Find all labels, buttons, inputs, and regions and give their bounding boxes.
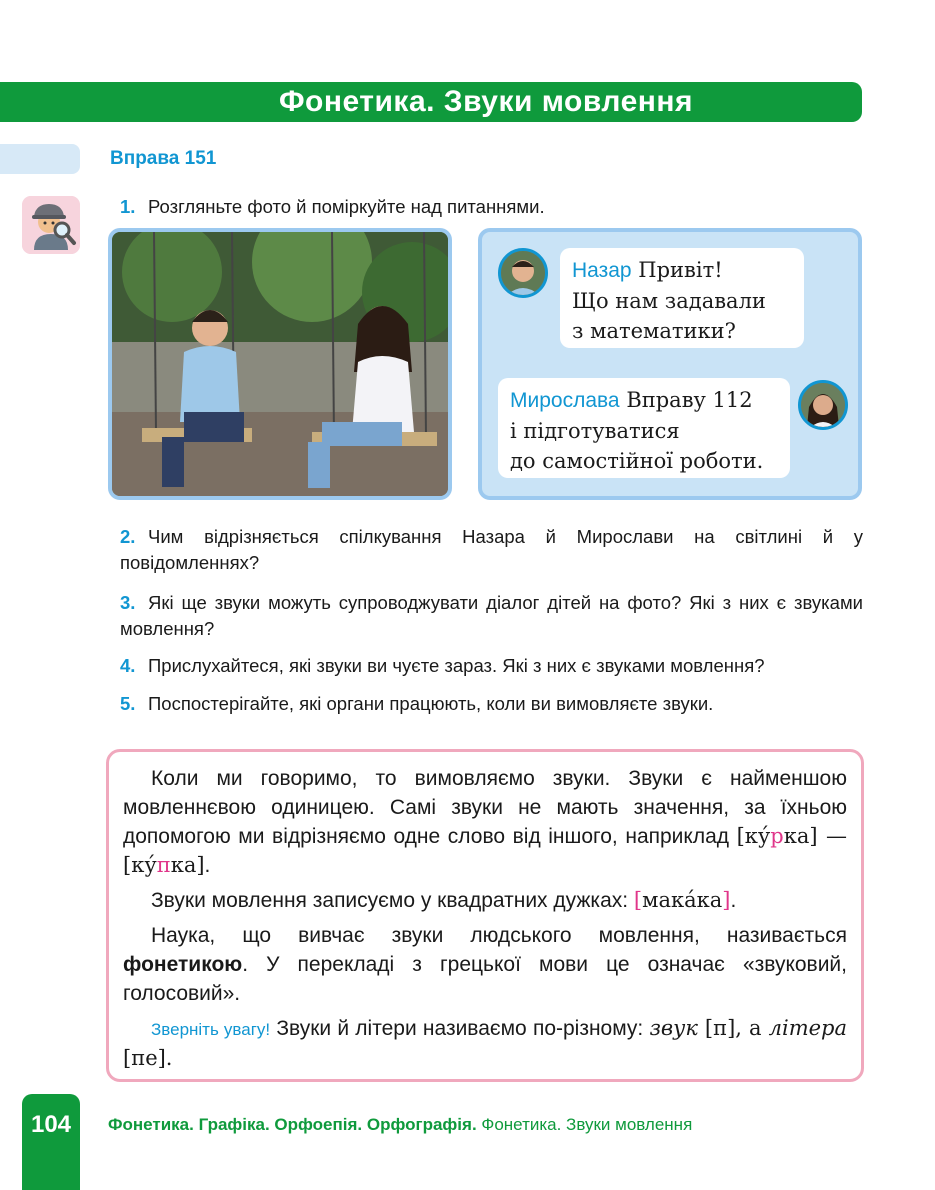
sender-name: Мирослава <box>510 389 620 412</box>
rule-paragraph-4: Зверніть увагу! Звуки й літери називаємо по-різному: звук [п], а літера [пе]. <box>123 1016 848 1070</box>
task-3: 3. Які ще звуки можуть супроводжувати діалог дітей на фото? Які з них є звуками мовлення? <box>120 592 863 639</box>
footer <box>108 1115 692 1135</box>
message-nazar <box>560 248 804 348</box>
rule-paragraph-1: Коли ми говоримо, то вимовляємо звуки. Звуки є найменшою мовленнєвою одиницею. Самі звуки не мають значення, за їхньою допомогою ми відрізняємо одне слово від іншого, наприклад [ку́рка] — [ку́пка]. <box>123 767 847 877</box>
task-2: 2. Чим відрізняється спілкування Назара й Мирослави на світлині й у повідомленнях? <box>120 526 863 573</box>
nazar-avatar <box>498 248 548 298</box>
message-line: до самостійної роботи. <box>510 449 764 473</box>
example-kurka: [ку́рка] <box>736 824 818 848</box>
task-1: 1. Розгляньте фото й поміркуйте над питаннями. <box>120 196 545 217</box>
rule-box <box>106 749 864 1082</box>
chapter-title-bar <box>0 82 862 122</box>
message-myroslava <box>498 378 790 478</box>
example-kupka: [ку́пка] <box>123 853 205 877</box>
chat-panel <box>478 228 862 500</box>
rule-paragraph-2: Звуки мовлення записуємо у квадратних дужках: [мака́ка]. <box>151 888 737 912</box>
message-line: Вправу 112 <box>626 388 753 412</box>
exercise-tab <box>0 144 80 174</box>
rule-paragraph-3: Наука, що вивчає звуки людського мовлення, називається фонетикою. У перекладі з грецької мови це означає «звуковий, голосовий». <box>123 924 847 1005</box>
footer-topic: Фонетика. Звуки мовлення <box>481 1115 693 1134</box>
page-number: 104 <box>30 1111 72 1138</box>
detective-icon <box>22 196 80 254</box>
myroslava-avatar <box>798 380 848 430</box>
task-5: 5. Поспостерігайте, які органи працюють, коли ви вимовляєте звуки. <box>120 693 714 714</box>
footer-section: Фонетика. Графіка. Орфоепія. Орфографія. <box>108 1115 477 1134</box>
term-phonetics: фонетикою <box>123 953 243 976</box>
message-line: Що нам задавали <box>572 289 766 313</box>
chapter-title: Фонетика. Звуки мовлення <box>278 85 694 118</box>
page-number-tab <box>22 1094 80 1190</box>
photo-children-on-swing <box>108 228 452 500</box>
example-makaka: мака́ка <box>642 888 723 912</box>
message-line: з математики? <box>572 319 736 343</box>
message-line: Привіт! <box>638 258 723 282</box>
message-line: і підготуватися <box>510 419 680 443</box>
exercise-label: Вправа 151 <box>110 148 217 169</box>
task-4: 4. Прислухайтеся, які звуки ви чуєте зараз. Які з них є звуками мовлення? <box>120 655 765 676</box>
sender-name: Назар <box>572 259 632 282</box>
attention-label: Зверніть увагу! <box>151 1020 271 1039</box>
